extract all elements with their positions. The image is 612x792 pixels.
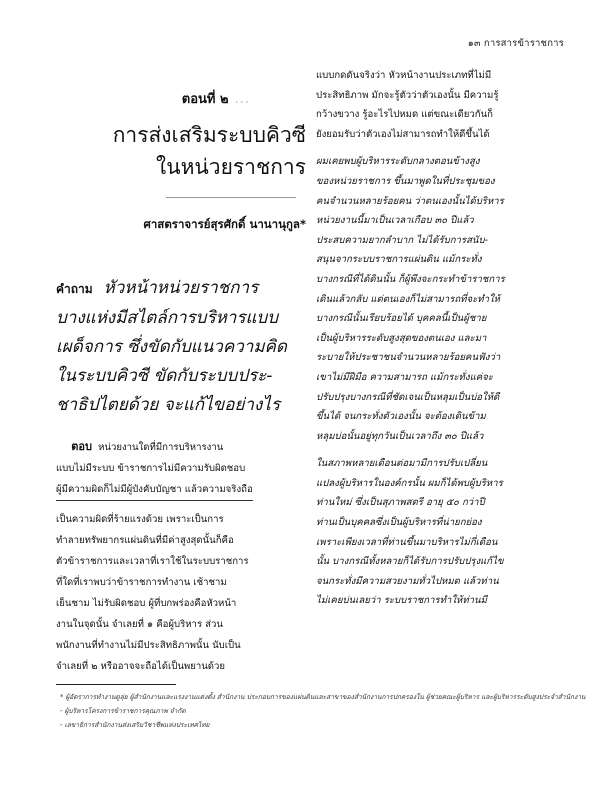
text-line: จนกระทั่งมีความสวยงามทั่วไปหมด แล้วท่าน	[316, 575, 499, 587]
title-line-2: ในหน่วยราชการ	[155, 155, 306, 179]
chapter-label-suffix: ...	[234, 92, 250, 107]
text-line: สนุนจากระบบราชการแผ่นดิน แม้กระทั่ง	[316, 254, 482, 266]
answer-line: ตัวข้าราชการและเวลาที่เราใช้ในระบบราชการ	[56, 556, 249, 567]
footnote: - เลขาธิการสำนักงานส่งเสริมวิชาชีพแห่งประเทศไทย	[60, 721, 210, 729]
answer-line: ผู้มีความผิดก็ไม่มีผู้บังคับบัญชา แล้วความจริงถือ	[56, 479, 253, 501]
text-line: ท่านเป็นบุคคลซึ่งเป็นผู้บริหารที่น่ายกย่อง	[316, 517, 482, 529]
question-line: บางแห่งมีสไตล์การบริหารแบบ	[56, 308, 279, 328]
text-line: เพราะเพียงเวลาที่ท่านขึ้นมาบริหารไม่กี่เดือน	[316, 536, 498, 548]
footnote: * ผู้อัตราการทำงานดูลุ่ย ผู้สำนักงานและแรงงานแต่งตั้ง สำนักงาน ประกอบการของแผ่นดินและสาขาของสำนักงานการปกครองใน ผู้ช่วยคณะผู้บริหาร และผู้บริหารระดับสูงประจำสำนักงาน	[60, 693, 586, 701]
answer-first-line	[56, 436, 306, 458]
footnote-divider	[56, 684, 176, 685]
left-column	[56, 80, 306, 677]
answer-line: ทำลายทรัพยากรแผ่นดินที่มีค่าสูงสุดนั้นก็คือ	[56, 535, 234, 546]
question-block	[56, 274, 306, 420]
text-line: ประสิทธิภาพ มักจะรู้ตัวว่าตัวเองนั้น มีความรู้	[316, 89, 499, 101]
answer-line: งานในจุดนั้น จำเลยที่ ๑ คือผู้บริหาร ส่วน	[56, 619, 223, 630]
footnotes	[60, 690, 586, 732]
answer-line: แบบไม่มีระบบ ข้าราชการไม่มีความรับผิดชอบ	[56, 463, 246, 474]
answer-line: จำเลยที่ ๒ หรืออาจจะถือได้เป็นพยานด้วย	[56, 661, 226, 672]
text-line: ประสบความยากลำบาก ไม่ได้รับการสนับ-	[316, 234, 489, 246]
text-line: แบบกดดันจริงว่า หัวหน้างานประเภทที่ไม่มี	[316, 70, 492, 81]
text-line: คนจำนวนหลายร้อยคน ว่าตนเองนั้นได้บริหาร	[316, 195, 504, 207]
text-line: กว้างขวาง รู้อะไรไปหมด แต่ขณะเดียวกันก็	[316, 109, 493, 121]
paragraph-2	[316, 152, 558, 446]
answer-line: ที่ใดที่เราพบว่าข้าราชการทำงาน เช้าชาม	[56, 577, 227, 588]
chapter-label	[56, 88, 306, 109]
text-line: ในสภาพหลายเดือนต่อมามีการปรับเปลี่ยน	[316, 458, 488, 470]
paragraph-3	[316, 454, 558, 611]
chapter-label-text: ตอนที่ ๒	[181, 92, 229, 107]
text-line: ของหน่วยราชการ ขึ้นมาพูดในที่ประชุมของ	[316, 175, 495, 187]
running-head: ๑๓ การสารข้าราชการ	[467, 38, 564, 49]
text-line: ไม่เคยบ่นเลยว่า ระบบราชการทำให้ท่านมี	[316, 595, 487, 607]
question-label: คำถาม	[56, 282, 93, 296]
text-line: ท่านใหม่ ซึ่งเป็นสุภาพสตรี อายุ ๕๐ กว่าปี	[316, 497, 485, 509]
text-line: ยังยอมรับว่าตัวเองไม่สามารถทำให้ดีขึ้นได้	[316, 128, 490, 140]
answer-block	[56, 436, 306, 677]
text-line: บางกรณีนั้นเรียบร้อยได้ บุคคลนี้เป็นผู้ชาย	[316, 313, 487, 325]
text-line: เป็นผู้บริหารระดับสูงสุดของตนเอง และมา	[316, 332, 487, 344]
question-line: ในระบบคิวซี ขัดกับระบบประ-	[56, 366, 273, 386]
text-line: เขาไม่มีฝีมือ ความสามารถ แม้กระทั่งแค่จะ	[316, 371, 493, 383]
question-line: ชาธิปไตยด้วย จะแก้ไขอย่างไร	[56, 395, 280, 415]
article-title	[56, 119, 306, 183]
text-line: หลุมบ่อนั้นอยู่ทุกวันเป็นเวลาถึง ๓๐ ปีแล้ว	[316, 430, 484, 442]
text-line: ระบายให้ประชาชนจำนวนหลายร้อยคนฟังว่า	[316, 352, 501, 364]
answer-label: ตอบ	[71, 440, 92, 453]
text-line: นั้น บางกรณีทั้งหลายก็ได้รับการปรับปรุงแก้ไข	[316, 556, 504, 568]
answer-line: พนักงานที่ทำงานไม่มีประสิทธิภาพนั้น นับเป็น	[56, 640, 241, 651]
text-line: แปลงผู้บริหารในองค์กรนั้น ผมก็ได้พบผู้บริหาร	[316, 477, 503, 489]
text-line: ปรับปรุงบางกรณีที่ชัดเจนเป็นหลุมเป็นบ่อให้ดี	[316, 391, 500, 403]
question-line: เผด็จการ ซึ่งขัดกับแนวความคิด	[56, 337, 287, 357]
title-line-1: การส่งเสริมระบบคิวซี	[112, 123, 306, 147]
text-line: เดินแล้วกลับ แต่ตนเองก็ไม่สามารถที่จะทำให้	[316, 293, 500, 305]
title-divider	[166, 197, 296, 198]
answer-first-text: หน่วยงานใดที่มีการบริหารงาน	[98, 442, 224, 453]
question-first-line: หัวหน้าหน่วยราชการ	[103, 278, 259, 298]
author-byline: ศาสตราจารย์สุรศักดิ์ นานานุกูล*	[143, 217, 306, 231]
footnote: - ผู้บริหารโครงการข้าราชการคุณภาพ จำกัด	[60, 707, 186, 715]
text-line: หน่วยงานนี้มาเป็นเวลาเกือบ ๓๐ ปีแล้ว	[316, 215, 474, 227]
text-line: ผมเคยพบผู้บริหารระดับกลางตอนข้างสูง	[316, 156, 480, 168]
right-column	[316, 66, 558, 611]
answer-line: เป็นความผิดที่ร้ายแรงด้วย เพราะเป็นการ	[56, 514, 224, 525]
paragraph-1	[316, 66, 558, 144]
text-line: ขึ้นได้ จนกระทั่งตัวเองนั้น จะต้องเดินข้าม	[316, 411, 486, 423]
text-line: บางกรณีที่ได้ดินนั้น ก็ผู้พึงจะกระทำข้าราชการ	[316, 273, 505, 285]
answer-line: เย็นชาม ไม่รับผิดชอบ ผู้ที่บกพร่องคือหัวหน้า	[56, 598, 237, 609]
question-line	[56, 274, 306, 304]
